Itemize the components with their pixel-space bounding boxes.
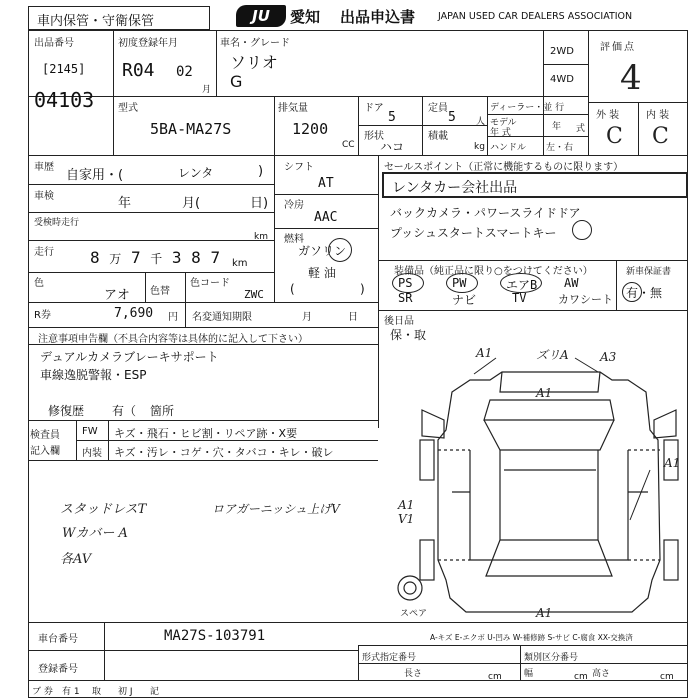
color-code: ZWC bbox=[244, 288, 264, 301]
equip-tv: TV bbox=[512, 291, 527, 305]
drive-2wd: 2WD bbox=[550, 46, 574, 57]
form-title: 出品申込書 bbox=[340, 8, 416, 26]
warranty-label: 新車保証書 bbox=[626, 267, 672, 277]
equip-leather: カワシート bbox=[558, 293, 613, 306]
dim-height: 高さ bbox=[592, 669, 611, 679]
mileage-digit: 7 bbox=[130, 248, 141, 267]
notice-date-day: 日 bbox=[348, 312, 358, 323]
ju-logo-text: JU bbox=[252, 7, 270, 25]
rear-value: 保・取 bbox=[390, 328, 427, 342]
handle-label: ハンドル bbox=[490, 143, 527, 153]
inspector-fw-items: キズ・飛石・ヒビ割・リペア跡・X要 bbox=[114, 427, 298, 440]
equip-airbag: エアB bbox=[506, 278, 538, 292]
displacement-label: 排気量 bbox=[278, 103, 308, 114]
inspection-year-unit: 年 bbox=[118, 196, 132, 211]
chassis-value: MA27S-103791 bbox=[164, 628, 266, 644]
mileage-label: 走行 bbox=[34, 247, 54, 258]
lot-label: 出品番号 bbox=[34, 38, 74, 49]
fuel-options: ガソリン bbox=[298, 244, 347, 258]
handle-options: 左・右 bbox=[546, 143, 574, 153]
history-label: 車歴 bbox=[34, 162, 54, 173]
recycle-label: R券 bbox=[34, 310, 51, 321]
cooling-value: AAC bbox=[314, 210, 338, 225]
capacity-value: 5 bbox=[448, 110, 456, 125]
inspector-int-items: キズ・汚レ・コゲ・穴・タバコ・キレ・破レ bbox=[114, 446, 334, 459]
spare-label: スペア bbox=[400, 609, 428, 619]
dealer-label: ディーラー・並 行 bbox=[490, 103, 565, 113]
color-value: アオ bbox=[104, 288, 130, 303]
color-code-label: 色コード bbox=[190, 278, 230, 289]
damage-legend: A-キズ E-エクボ U-凹み W-補修跡 S-サビ C-腐食 XX-交換済 bbox=[430, 633, 633, 642]
dim-width: 幅 bbox=[524, 669, 534, 679]
type-label: 型式 bbox=[118, 103, 138, 114]
recycle-value: 7,690 bbox=[114, 306, 154, 321]
fuel-alt: 軽 油 bbox=[308, 266, 336, 280]
mark-left-1: A1 bbox=[398, 498, 415, 512]
dim-length: 長さ bbox=[404, 669, 423, 679]
mark-top-left: A1 bbox=[476, 346, 493, 360]
displacement-unit: CC bbox=[342, 140, 355, 150]
history-close: ) bbox=[258, 164, 264, 179]
repair-value: 有（ bbox=[112, 404, 137, 418]
mark-left-2: V1 bbox=[398, 512, 415, 526]
inspection-month-unit: 月( bbox=[182, 196, 201, 211]
lot-sub-number: [2145] bbox=[42, 62, 86, 76]
selling-points-label: セールスポイント（正常に機能するものに限ります） bbox=[384, 162, 624, 173]
footer-cell: 有 1 bbox=[62, 687, 80, 697]
drive-4wd: 4WD bbox=[550, 74, 574, 85]
history-value: 自家用・( bbox=[66, 168, 124, 183]
cooling-label: 冷房 bbox=[284, 200, 304, 211]
interior-label: 内 装 bbox=[646, 110, 670, 121]
association-name: JAPAN USED CAR DEALERS ASSOCIATION bbox=[438, 11, 633, 22]
inspection-received-label: 受検時走行 bbox=[34, 218, 80, 228]
dim-length-unit: cm bbox=[488, 672, 502, 682]
mileage-digit: 万 bbox=[109, 252, 122, 266]
handwritten-note-right: ロアガーニッシュ上げV bbox=[212, 502, 340, 516]
footer-cell: 記 bbox=[150, 687, 160, 697]
inspector-label-1: 検査員 bbox=[30, 430, 60, 441]
repair-close: 箇所 bbox=[150, 404, 175, 418]
type-value: 5BA-MA27S bbox=[150, 120, 232, 138]
inspector-label-2: 記入欄 bbox=[30, 446, 60, 457]
registration-month-unit: 月 bbox=[202, 85, 212, 95]
exterior-value: C bbox=[606, 124, 623, 149]
warranty-value: 有・無 bbox=[626, 286, 663, 300]
rear-label: 後日品 bbox=[384, 316, 414, 327]
handwritten-line1: スタッドレスT bbox=[60, 502, 147, 517]
selling-points-headline: レンタカー会社出品 bbox=[392, 180, 518, 196]
inspector-fw-label: FW bbox=[82, 426, 98, 437]
footer-cell: 初 J bbox=[118, 687, 133, 697]
mark-hood: A1 bbox=[536, 386, 553, 400]
lot-number: 04103 bbox=[34, 88, 95, 112]
capacity-unit: 人 bbox=[476, 117, 486, 127]
footer-cell: 取 bbox=[92, 687, 102, 697]
reg-type-label-2: 類別区分番号 bbox=[524, 653, 579, 663]
shift-label: シフト bbox=[284, 162, 314, 173]
notice-date-label: 名変通知期限 bbox=[192, 312, 252, 323]
doors-value: 5 bbox=[388, 110, 396, 125]
mark-top-center: ズリA bbox=[536, 348, 569, 362]
notice-date-month: 月 bbox=[302, 312, 312, 323]
notes-line1: デュアルカメラブレーキサポート bbox=[40, 350, 219, 364]
selling-points-line1: バックカメラ・パワースライドドア bbox=[390, 206, 581, 220]
mileage-digit: 3 bbox=[171, 248, 182, 267]
dim-width-unit: cm bbox=[574, 672, 588, 682]
mileage-digit: 8 bbox=[90, 248, 100, 267]
handwritten-line2: Wカバー A bbox=[62, 526, 128, 541]
chassis-label: 車台番号 bbox=[38, 634, 78, 645]
inspection-label: 車検 bbox=[34, 191, 54, 202]
registration-year: R04 bbox=[122, 60, 155, 81]
registration-label: 初度登録年月 bbox=[118, 38, 178, 49]
exterior-label: 外 装 bbox=[596, 110, 620, 121]
notes-label: 注意事項申告欄（不具合内容等は具体的に記入して下さい） bbox=[38, 334, 308, 345]
footer-cell: ブ 券 bbox=[32, 687, 53, 697]
inspection-day-unit: 日) bbox=[250, 196, 269, 211]
equip-navi: ナビ bbox=[452, 293, 477, 307]
equip-ps: PS bbox=[398, 276, 413, 290]
score-label: 評価点 bbox=[600, 42, 636, 53]
shape-value: ハコ bbox=[380, 140, 405, 154]
notes-line2: 車線逸脱警報・ESP bbox=[40, 368, 147, 382]
mileage-digit: 千 bbox=[150, 252, 163, 266]
dim-height-unit: cm bbox=[660, 672, 674, 682]
mileage-digit: 8 bbox=[191, 248, 201, 267]
displacement-value: 1200 bbox=[292, 120, 329, 138]
color-label: 色 bbox=[34, 278, 44, 289]
load-label: 積載 bbox=[428, 131, 448, 142]
model-name: ソリオ bbox=[230, 53, 278, 72]
color-change-label: 色替 bbox=[150, 286, 170, 297]
mark-top-right: A3 bbox=[600, 350, 617, 364]
mark-bottom: A1 bbox=[536, 606, 553, 620]
fuel-paren-close: ) bbox=[360, 282, 365, 296]
doors-label: ドア bbox=[364, 103, 384, 114]
model-grade: G bbox=[230, 72, 243, 91]
mark-right: A1 bbox=[664, 456, 681, 470]
equipment-label: 装備品（純正品に限り○をつけてください） bbox=[394, 266, 593, 277]
storage-tag-text: 車内保管・守衛保管 bbox=[37, 14, 155, 29]
model-year-unit-year: 年 bbox=[552, 122, 562, 132]
handwritten-line3: 各AV bbox=[60, 552, 92, 567]
inspection-received-unit: km bbox=[254, 232, 268, 242]
model-year-unit-type: 式 bbox=[576, 124, 586, 134]
equip-aw: AW bbox=[564, 276, 579, 290]
inspector-int-label: 内装 bbox=[82, 448, 102, 459]
repair-label: 修復歴 bbox=[48, 404, 85, 418]
brand-region: 愛知 bbox=[290, 8, 321, 26]
shape-label: 形状 bbox=[364, 131, 384, 142]
capacity-label: 定員 bbox=[428, 103, 448, 114]
shift-value: AT bbox=[318, 176, 334, 191]
mileage-digit: 7 bbox=[210, 248, 221, 267]
recycle-unit: 円 bbox=[168, 312, 178, 323]
equip-pw: PW bbox=[452, 276, 467, 290]
model-label: 車名・グレード bbox=[220, 38, 290, 49]
mileage-unit: km bbox=[232, 258, 248, 269]
model-year-label-2: 年 式 bbox=[490, 128, 511, 138]
model-year-label-1: モデル bbox=[490, 118, 517, 128]
score-value: 4 bbox=[620, 58, 642, 98]
load-unit: kg bbox=[474, 142, 485, 152]
history-inner: レンタ bbox=[178, 166, 214, 180]
selling-points-line2: プッシュスタートスマートキー bbox=[390, 226, 557, 240]
fuel-label: 燃料 bbox=[284, 234, 304, 245]
footer-row bbox=[28, 682, 688, 698]
equip-sr: SR bbox=[398, 291, 413, 305]
reg-type-label-1: 形式指定番号 bbox=[362, 653, 417, 663]
fuel-paren-open: ( bbox=[290, 282, 295, 296]
registration-month: 02 bbox=[176, 64, 193, 80]
reg-number-label: 登録番号 bbox=[38, 664, 78, 675]
interior-value: C bbox=[652, 124, 669, 149]
